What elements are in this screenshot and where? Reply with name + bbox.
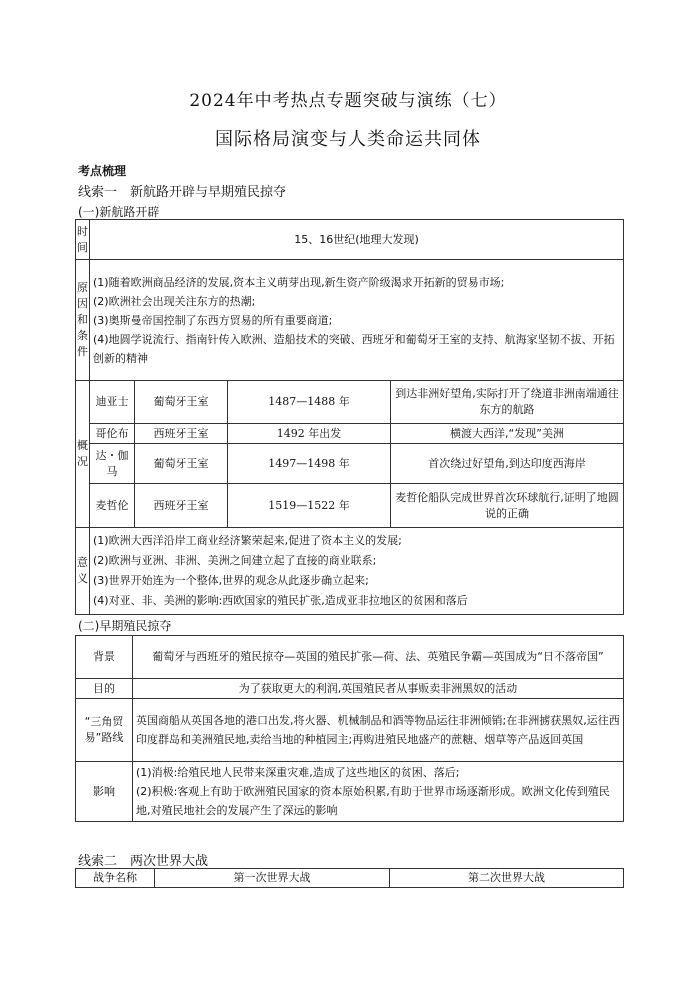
navigator-name: 达・伽马: [90, 444, 135, 484]
row-content: 为了获取更大的利润,英国殖民者从事贩卖非洲黑奴的活动: [133, 679, 624, 699]
impact-item: (1)消极:给殖民地人民带来深重灾难,造成了这些地区的贫困、落后;: [136, 766, 460, 779]
meaning-item: (3)世界开始连为一个整体,世界的观念从此逐步确立起来;: [93, 574, 369, 587]
cause-item: (1)随着欧洲商品经济的发展,资本主义萌芽出现,新生资产阶级渴求开拓新的贸易市场;: [93, 275, 505, 289]
navigator-name: 麦哲伦: [90, 484, 135, 528]
header-row: [76, 869, 624, 888]
cause-row: [76, 260, 624, 381]
voyage-row: [76, 424, 624, 444]
background-row: [76, 636, 624, 679]
row-label: “三角贸易”路线: [76, 699, 133, 762]
sponsor: 西班牙王室: [135, 424, 228, 444]
triangle-trade-row: [76, 699, 624, 762]
achievement: 麦哲伦船队完成世界首次环球航行,证明了地圆说的正确: [391, 484, 624, 528]
achievement: 到达非洲好望角,实际打开了绕道非洲南端通往东方的航路: [391, 381, 624, 424]
new-routes-table: [75, 219, 624, 615]
time-value: 15、16世纪(地理大发现): [90, 220, 624, 260]
time-row: [76, 220, 624, 260]
section-label: 考点梳理: [78, 164, 127, 178]
voyage-years: 1492 年出发: [228, 424, 391, 444]
row-content: 葡萄牙与西班牙的殖民掠夺—英国的殖民扩张—荷、法、英殖民争霸—英国成为“日不落帝国”: [133, 636, 624, 679]
voyage-years: 1519—1522 年: [228, 484, 391, 528]
clue-two-heading: 线索二 两次世界大战: [78, 854, 209, 869]
clue-one-heading: 线索一 新航路开辟与早期殖民掠夺: [78, 185, 287, 200]
voyage-years: 1487—1488 年: [228, 381, 391, 424]
voyage-row: [76, 381, 624, 424]
purpose-row: [76, 679, 624, 699]
navigator-name: 迪亚士: [90, 381, 135, 424]
time-label: 时 间: [76, 220, 90, 260]
part-one-heading: (一)新航路开辟: [78, 205, 160, 219]
header-cell: 第一次世界大战: [155, 869, 390, 888]
cause-content: [90, 260, 624, 381]
sponsor: 葡萄牙王室: [135, 444, 228, 484]
voyage-years: 1497—1498 年: [228, 444, 391, 484]
cause-item: (3)奥斯曼帝国控制了东西方贸易的所有重要商道;: [93, 313, 333, 327]
sponsor: 葡萄牙王室: [135, 381, 228, 424]
row-content: 英国商船从英国各地的港口出发,将火器、机械制品和酒等物品运往非洲倾销;在非洲掳获黑奴,运往西印度群岛和美洲殖民地,卖给当地的种植园主;再购进殖民地盛产的蔗糖、烟草等产品返回英国: [133, 699, 624, 762]
voyage-row: [76, 484, 624, 528]
achievement: 首次绕过好望角,到达印度西海岸: [391, 444, 624, 484]
navigator-name: 哥伦布: [90, 424, 135, 444]
meaning-content: [90, 528, 624, 615]
row-content: [133, 762, 624, 822]
row-label: 目的: [76, 679, 133, 699]
row-label: 背景: [76, 636, 133, 679]
voyage-row: [76, 444, 624, 484]
meaning-label: 意 义: [76, 528, 90, 615]
cause-item: (2)欧洲社会出现关注东方的热潮;: [93, 294, 256, 308]
meaning-item: (2)欧洲与亚洲、非洲、美洲之间建立起了直接的商业联系;: [93, 554, 377, 567]
overview-label: 概 况: [76, 381, 90, 528]
header-cell: 第二次世界大战: [390, 869, 624, 888]
world-wars-table: [75, 868, 624, 888]
part-two-heading: (二)早期殖民掠夺: [78, 619, 172, 633]
colonial-table: [75, 635, 624, 822]
meaning-item: (4)对亚、非、美洲的影响:西欧国家的殖民扩张,造成亚非拉地区的贫困和落后: [93, 594, 468, 607]
meaning-row: [76, 528, 624, 615]
cause-item: (4)地圆学说流行、指南针传入欧洲、造船技术的突破、西班牙和葡萄牙王室的支持、航海家坚韧不拔、开拓创新的精神: [93, 332, 615, 365]
document-title: 2024年中考热点专题突破与演练（七）: [189, 91, 507, 111]
meaning-item: (1)欧洲大西洋沿岸工商业经济繁荣起来,促进了资本主义的发展;: [93, 534, 402, 547]
sponsor: 西班牙王室: [135, 484, 228, 528]
impact-item: (2)积极:客观上有助于欧洲殖民国家的资本原始积累,有助于世界市场逐渐形成。欧洲文化传到殖民地,对殖民地社会的发展产生了深远的影响: [136, 785, 610, 817]
impact-row: [76, 762, 624, 822]
row-label: 影响: [76, 762, 133, 822]
achievement: 横渡大西洋,“发现”美洲: [391, 424, 624, 444]
document-subtitle: 国际格局演变与人类命运共同体: [215, 129, 481, 150]
cause-label: 原 因 和 条 件: [76, 260, 90, 381]
header-cell: 战争名称: [76, 869, 155, 888]
